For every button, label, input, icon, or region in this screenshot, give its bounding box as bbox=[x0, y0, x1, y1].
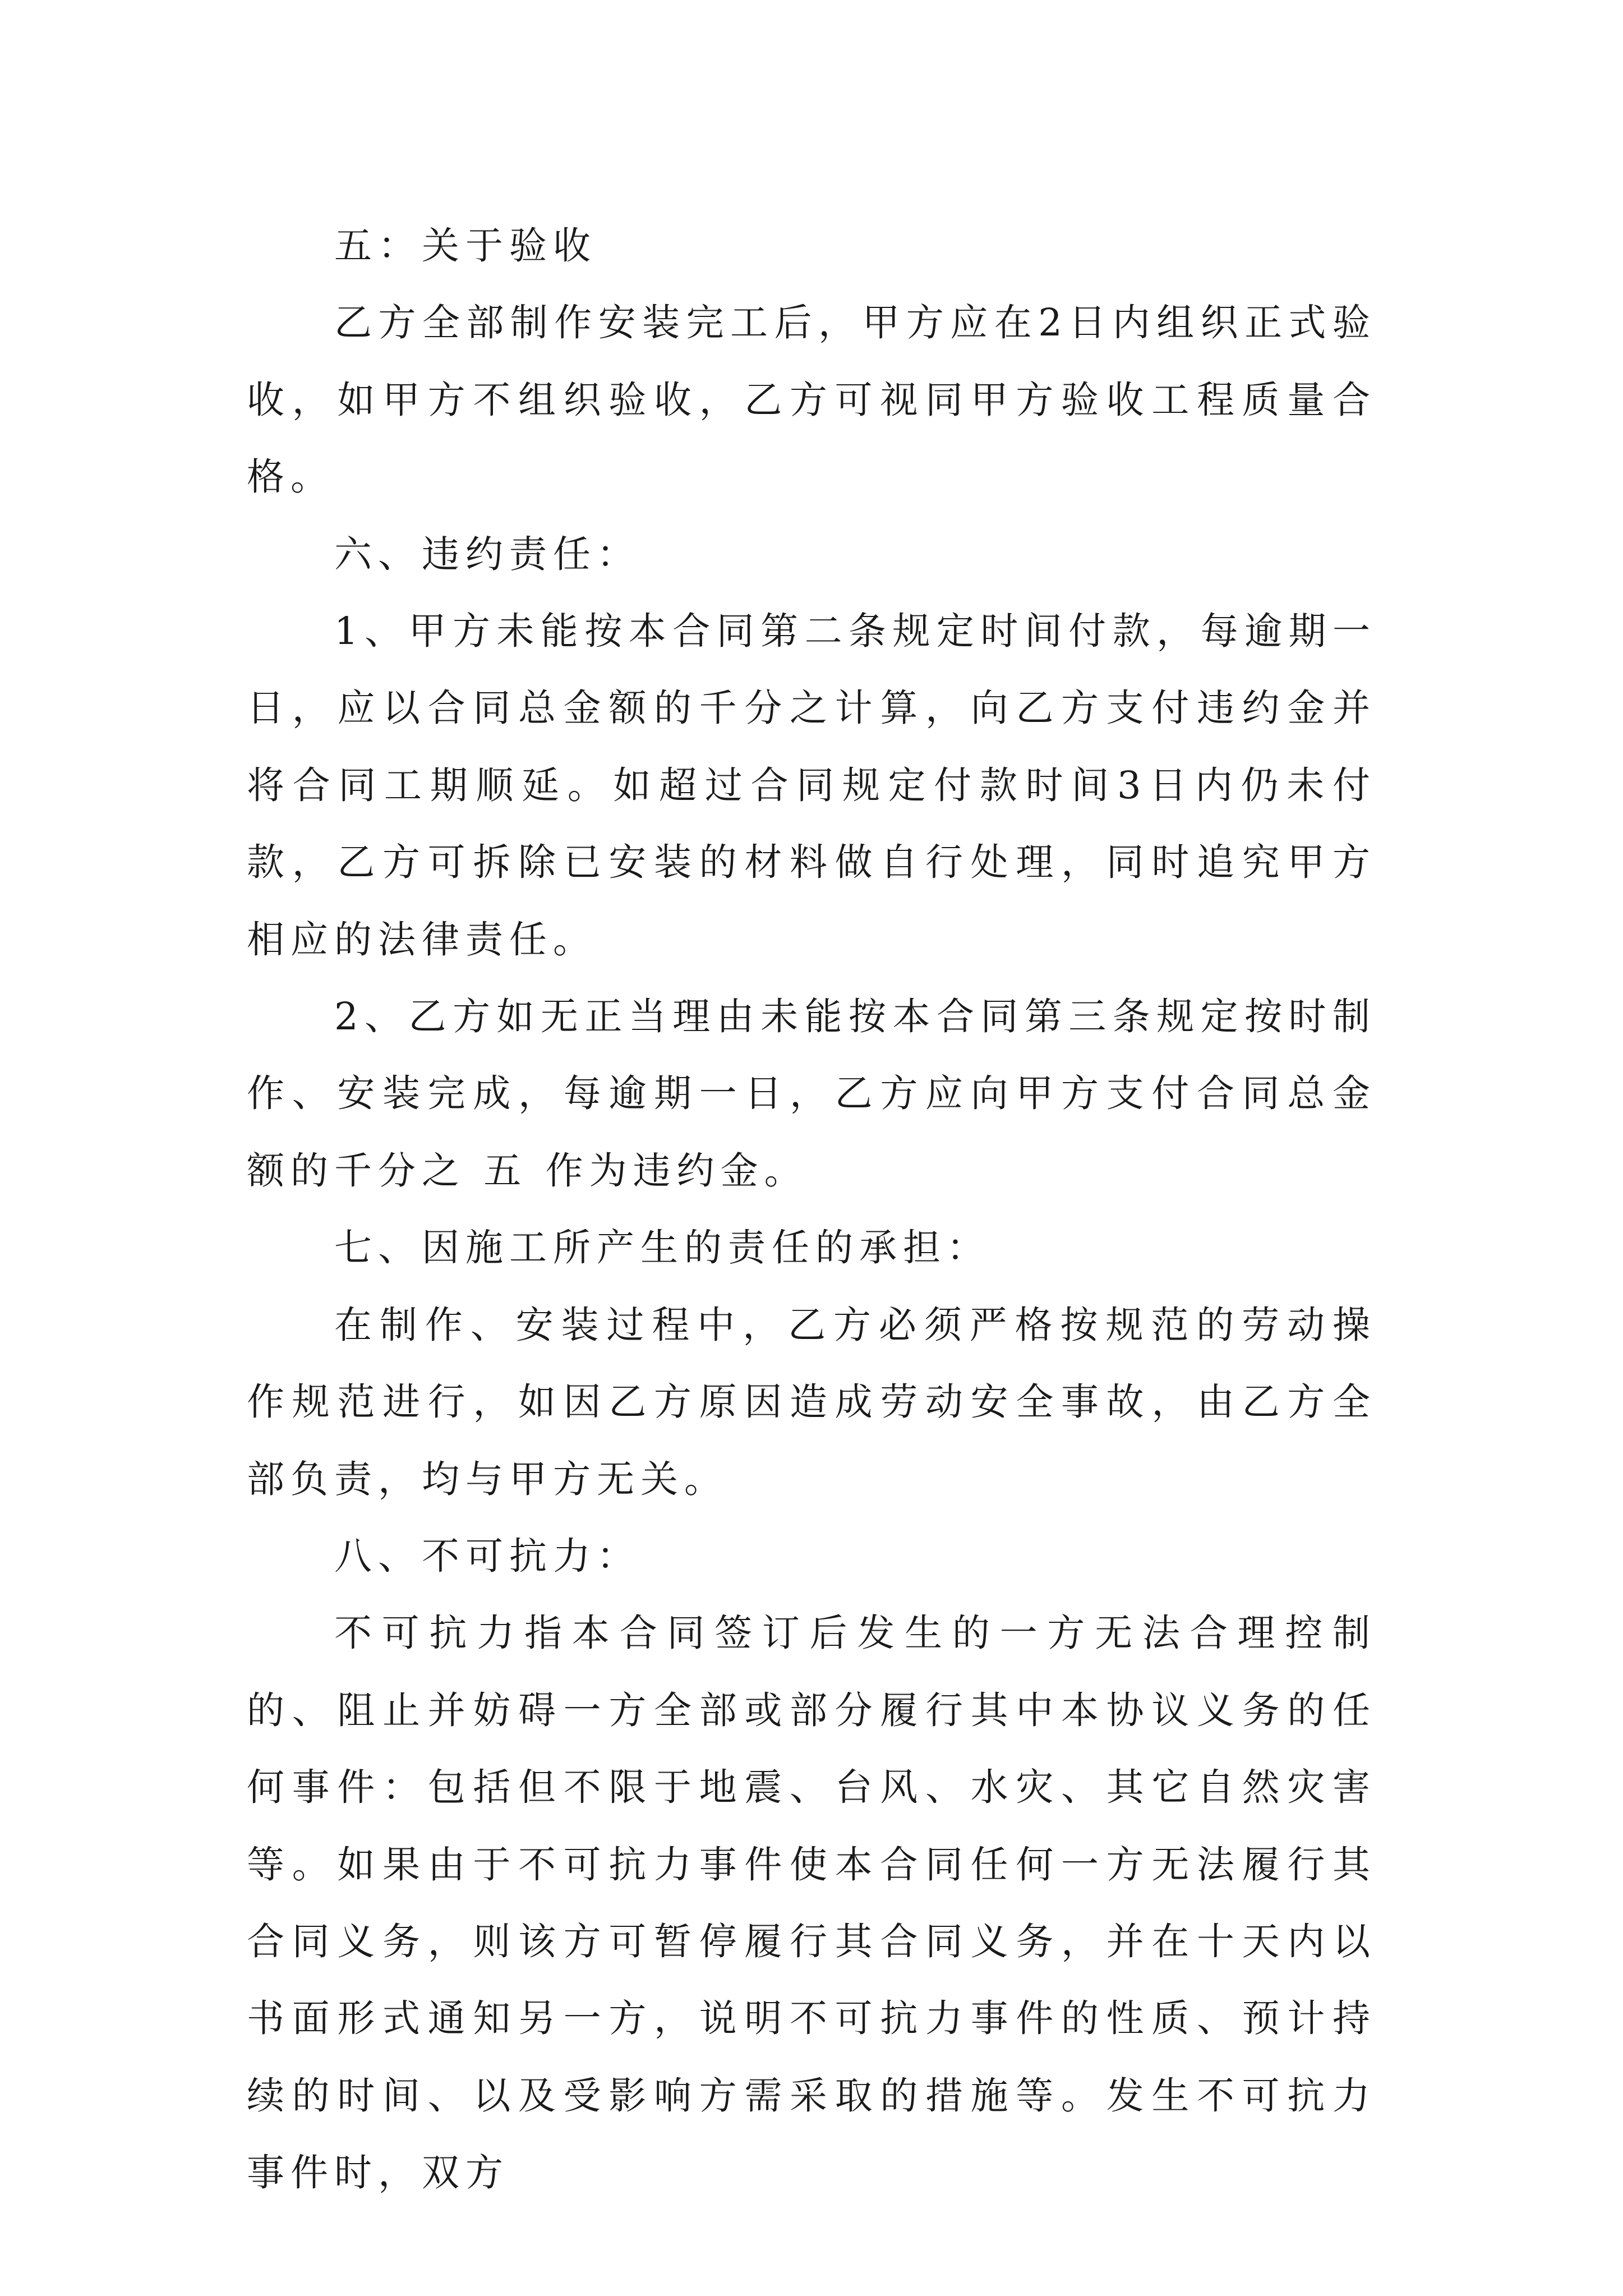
paragraph-acceptance: 乙方全部制作安装完工后，甲方应在2日内组织正式验收，如甲方不组织验收，乙方可视同甲方验收工程质量合格。 bbox=[247, 301, 1376, 499]
document-body bbox=[247, 208, 1376, 2212]
paragraph-force-majeure: 不可抗力指本合同签订后发生的一方无法合理控制的、阻止并妨碍一方全部或部分履行其中本协议义务的任何事件：包括但不限于地震、台风、水灾、其它自然灾害等。如果由于不可抗力事件使本合同任何一方无法履行其合同义务，则该方可暂停履行其合同义务，并在十天内以书面形式通知另一方，说明不可抗力事件的性质、预计持续的时间、以及受影响方需采取的措施等。发生不可抗力事件时，双方 bbox=[247, 1611, 1376, 2195]
paragraph-breach-party-a: 1、甲方未能按本合同第二条规定时间付款，每逾期一日，应以合同总金额的千分之计算，向乙方支付违约金并将合同工期顺延。如超过合同规定付款时间3日内仍未付款，乙方可拆除已安装的材料做自行处理，同时追究甲方相应的法律责任。 bbox=[247, 609, 1376, 961]
section-heading-force-majeure: 八、不可抗力： bbox=[334, 1534, 640, 1578]
paragraph-construction-liability: 在制作、安装过程中，乙方必须严格按规范的劳动操作规范进行，如因乙方原因造成劳动安全事故，由乙方全部负责，均与甲方无关。 bbox=[247, 1303, 1376, 1501]
section-heading-construction-liability: 七、因施工所产生的责任的承担： bbox=[334, 1226, 990, 1270]
paragraph-breach-party-b: 2、乙方如无正当理由未能按本合同第三条规定按时制作、安装完成，每逾期一日，乙方应向甲方支付合同总金额的千分之 五 作为违约金。 bbox=[247, 995, 1376, 1193]
section-heading-breach: 六、违约责任： bbox=[334, 532, 640, 576]
section-heading-acceptance: 五：关于验收 bbox=[334, 224, 597, 268]
